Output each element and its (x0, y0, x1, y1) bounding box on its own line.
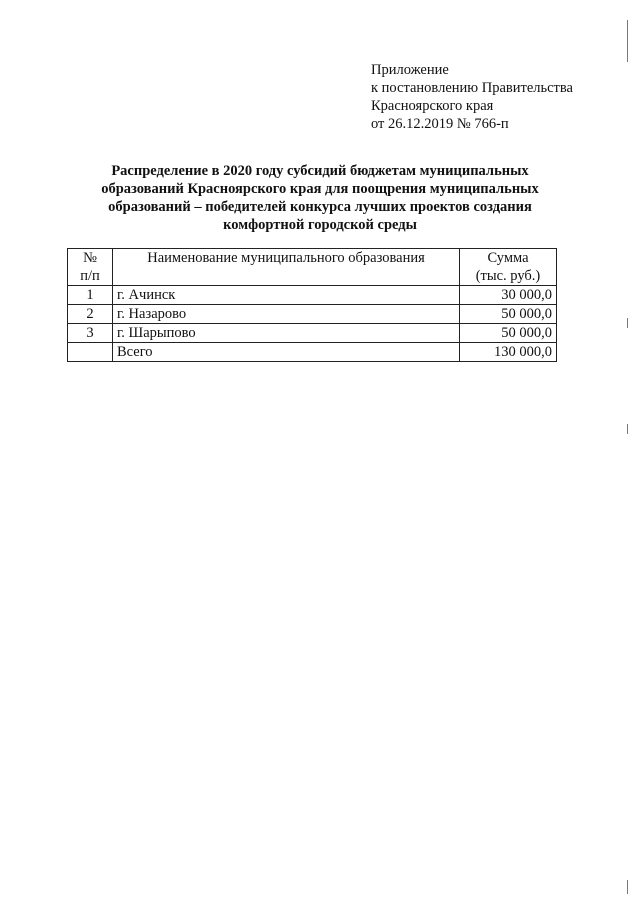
row-sum: 50 000,0 (460, 324, 557, 343)
row-number: 3 (68, 324, 113, 343)
table-total-row (68, 343, 557, 362)
header-sum-line1: Сумма (487, 250, 529, 266)
row-number: 1 (68, 286, 113, 305)
title-line: образований – победителей конкурса лучших проектов создания (108, 199, 532, 215)
title-line: образований Красноярского края для поощрения муниципальных (101, 181, 539, 197)
total-number-empty (68, 343, 113, 362)
header-number-line1: № (83, 250, 97, 266)
header-sum-line2: (тыс. руб.) (475, 268, 541, 284)
subsidy-distribution-table (67, 248, 557, 362)
row-municipality: г. Ачинск (113, 286, 460, 305)
scan-edge-mark (627, 318, 628, 328)
row-municipality: г. Назарово (113, 305, 460, 324)
header-number-line2: п/п (80, 268, 100, 284)
appendix-line: Красноярского края (371, 98, 494, 114)
scan-edge-mark (627, 20, 628, 62)
total-label: Всего (113, 343, 460, 362)
appendix-line: к постановлению Правительства (371, 80, 573, 96)
title-line: Распределение в 2020 году субсидий бюджетам муниципальных (111, 163, 529, 179)
total-sum: 130 000,0 (460, 343, 557, 362)
scan-edge-mark (627, 424, 628, 434)
row-municipality: г. Шарыпово (113, 324, 460, 343)
appendix-block (371, 61, 573, 133)
appendix-date-line: от 26.12.2019 № 766-п (371, 116, 509, 132)
scan-edge-mark (627, 880, 628, 894)
row-number: 2 (68, 305, 113, 324)
document-title (60, 162, 580, 234)
row-sum: 50 000,0 (460, 305, 557, 324)
row-sum: 30 000,0 (460, 286, 557, 305)
table-row (68, 324, 557, 343)
appendix-line: Приложение (371, 62, 449, 78)
title-line: комфортной городской среды (223, 217, 417, 233)
header-number (68, 249, 113, 286)
table-row (68, 286, 557, 305)
table-row (68, 305, 557, 324)
table-header-row (68, 249, 557, 286)
header-sum (460, 249, 557, 286)
header-name: Наименование муниципального образования (113, 249, 460, 286)
